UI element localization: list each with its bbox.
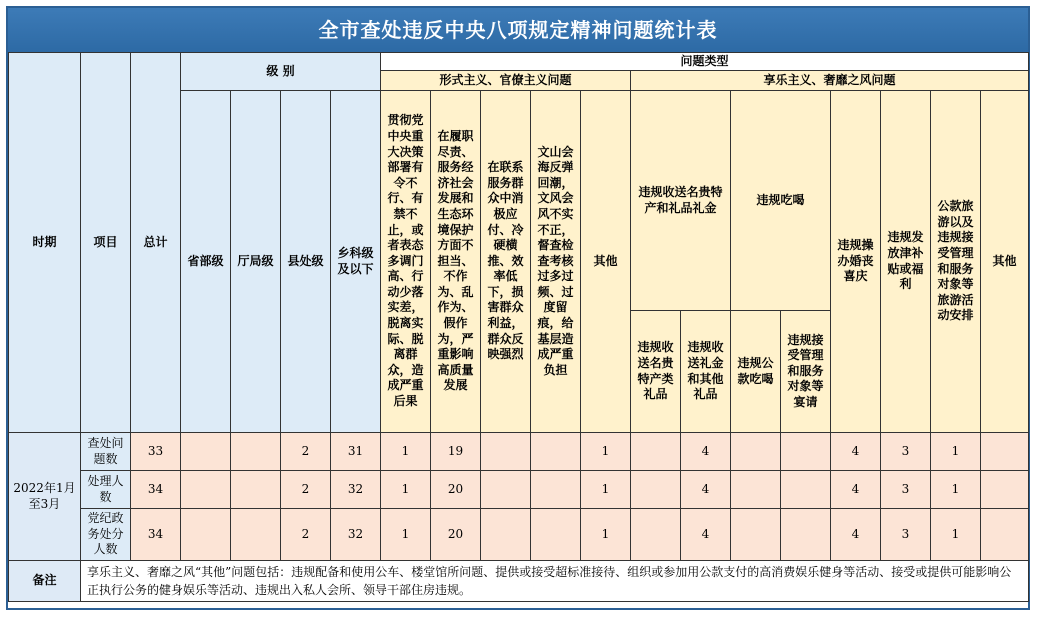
data-cell: 33 [131, 433, 181, 471]
data-cell [981, 509, 1029, 561]
data-cell [631, 433, 681, 471]
header-item: 项目 [81, 53, 131, 433]
header-hedonism-other: 其他 [981, 91, 1029, 433]
data-cell [731, 509, 781, 561]
data-cell: 32 [331, 509, 381, 561]
period-cell: 2022年1月至3月 [9, 433, 81, 561]
data-cell: 3 [881, 433, 931, 471]
table-row [9, 509, 1029, 561]
data-cell: 19 [431, 433, 481, 471]
header-dining-public: 违规公款吃喝 [731, 311, 781, 433]
header-dining-banquet: 违规接受管理和服务对象等宴请 [781, 311, 831, 433]
data-cell [181, 471, 231, 509]
data-cell [481, 433, 531, 471]
data-cell: 4 [831, 471, 881, 509]
data-cell: 4 [681, 471, 731, 509]
note-label: 备注 [9, 561, 81, 602]
data-cell [181, 433, 231, 471]
data-cell: 4 [831, 433, 881, 471]
data-cell: 1 [381, 509, 431, 561]
data-cell [631, 471, 681, 509]
header-problem-type: 问题类型 [381, 53, 1029, 71]
row-label: 党纪政务处分人数 [81, 509, 131, 561]
header-tourism: 公款旅游以及违规接受管理和服务对象等旅游活动安排 [931, 91, 981, 433]
data-cell: 1 [381, 433, 431, 471]
header-gift-money: 违规收送礼金和其他礼品 [681, 311, 731, 433]
header-formalism-1: 贯彻党中央重大决策部署有令不行、有禁不止，或者表态多调门高、行动少落实差，脱离实际、脱离群众，造成严重后果 [381, 91, 431, 433]
data-cell: 2 [281, 471, 331, 509]
header-gift-specialty: 违规收送名贵特产类礼品 [631, 311, 681, 433]
header-formalism-3: 在联系服务群众中消极应付、冷硬横推、效率低下，损害群众利益，群众反映强烈 [481, 91, 531, 433]
header-total: 总计 [131, 53, 181, 433]
data-cell: 1 [931, 509, 981, 561]
data-cell: 1 [581, 509, 631, 561]
data-cell: 3 [881, 509, 931, 561]
data-cell: 1 [931, 471, 981, 509]
header-dining-group: 违规吃喝 [731, 91, 831, 311]
data-cell: 1 [581, 471, 631, 509]
header-formalism-other: 其他 [581, 91, 631, 433]
data-cell [631, 509, 681, 561]
header-level: 级 别 [181, 53, 381, 91]
data-cell [531, 509, 581, 561]
data-cell: 32 [331, 471, 381, 509]
header-formalism-4: 文山会海反弹回潮，文风会风不实不正，督查检查考核过多过频、过度留痕，给基层造成严重负担 [531, 91, 581, 433]
table-row [9, 471, 1029, 509]
data-cell: 4 [681, 509, 731, 561]
data-cell [981, 433, 1029, 471]
data-cell [231, 509, 281, 561]
header-formalism-2: 在履职尽责、服务经济社会发展和生态环境保护方面不担当、不作为、乱作为、假作为，严重影响高质量发展 [431, 91, 481, 433]
row-label: 查处问题数 [81, 433, 131, 471]
data-cell [731, 433, 781, 471]
data-cell: 4 [831, 509, 881, 561]
header-gift-group: 违规收送名贵特产和礼品礼金 [631, 91, 731, 311]
data-cell [181, 509, 231, 561]
data-cell: 34 [131, 471, 181, 509]
note-text: 享乐主义、奢靡之风“其他”问题包括：违规配备和使用公车、楼堂馆所问题、提供或接受超标准接待、组织或参加用公款支付的高消费娱乐健身等活动、接受或提供可能影响公正执行公务的健身娱乐等活动、违规出入私人会所、领导干部住房违规。 [81, 561, 1029, 602]
header-allowance: 违规发放津补贴或福利 [881, 91, 931, 433]
data-cell: 2 [281, 433, 331, 471]
data-cell: 1 [931, 433, 981, 471]
row-label: 处理人数 [81, 471, 131, 509]
header-period: 时期 [9, 53, 81, 433]
data-cell [531, 471, 581, 509]
data-cell: 3 [881, 471, 931, 509]
data-cell: 2 [281, 509, 331, 561]
data-cell [781, 433, 831, 471]
data-cell [781, 509, 831, 561]
statistics-table [8, 52, 1029, 602]
data-cell [481, 509, 531, 561]
statistics-table-frame [6, 6, 1030, 610]
header-hedonism: 享乐主义、奢靡之风问题 [631, 71, 1029, 91]
data-cell [731, 471, 781, 509]
data-cell: 34 [131, 509, 181, 561]
header-level-county: 县处级 [281, 91, 331, 433]
data-cell [531, 433, 581, 471]
header-level-township: 乡科级及以下 [331, 91, 381, 433]
table-title: 全市查处违反中央八项规定精神问题统计表 [8, 8, 1028, 52]
data-cell: 31 [331, 433, 381, 471]
data-cell [981, 471, 1029, 509]
data-cell: 1 [581, 433, 631, 471]
data-cell [231, 433, 281, 471]
data-cell: 4 [681, 433, 731, 471]
header-level-province: 省部级 [181, 91, 231, 433]
table-row [9, 433, 1029, 471]
data-cell: 20 [431, 509, 481, 561]
data-cell: 20 [431, 471, 481, 509]
data-cell [231, 471, 281, 509]
header-formalism: 形式主义、官僚主义问题 [381, 71, 631, 91]
header-wedding-funeral: 违规操办婚丧喜庆 [831, 91, 881, 433]
header-level-bureau: 厅局级 [231, 91, 281, 433]
data-cell [781, 471, 831, 509]
data-cell [481, 471, 531, 509]
data-cell: 1 [381, 471, 431, 509]
